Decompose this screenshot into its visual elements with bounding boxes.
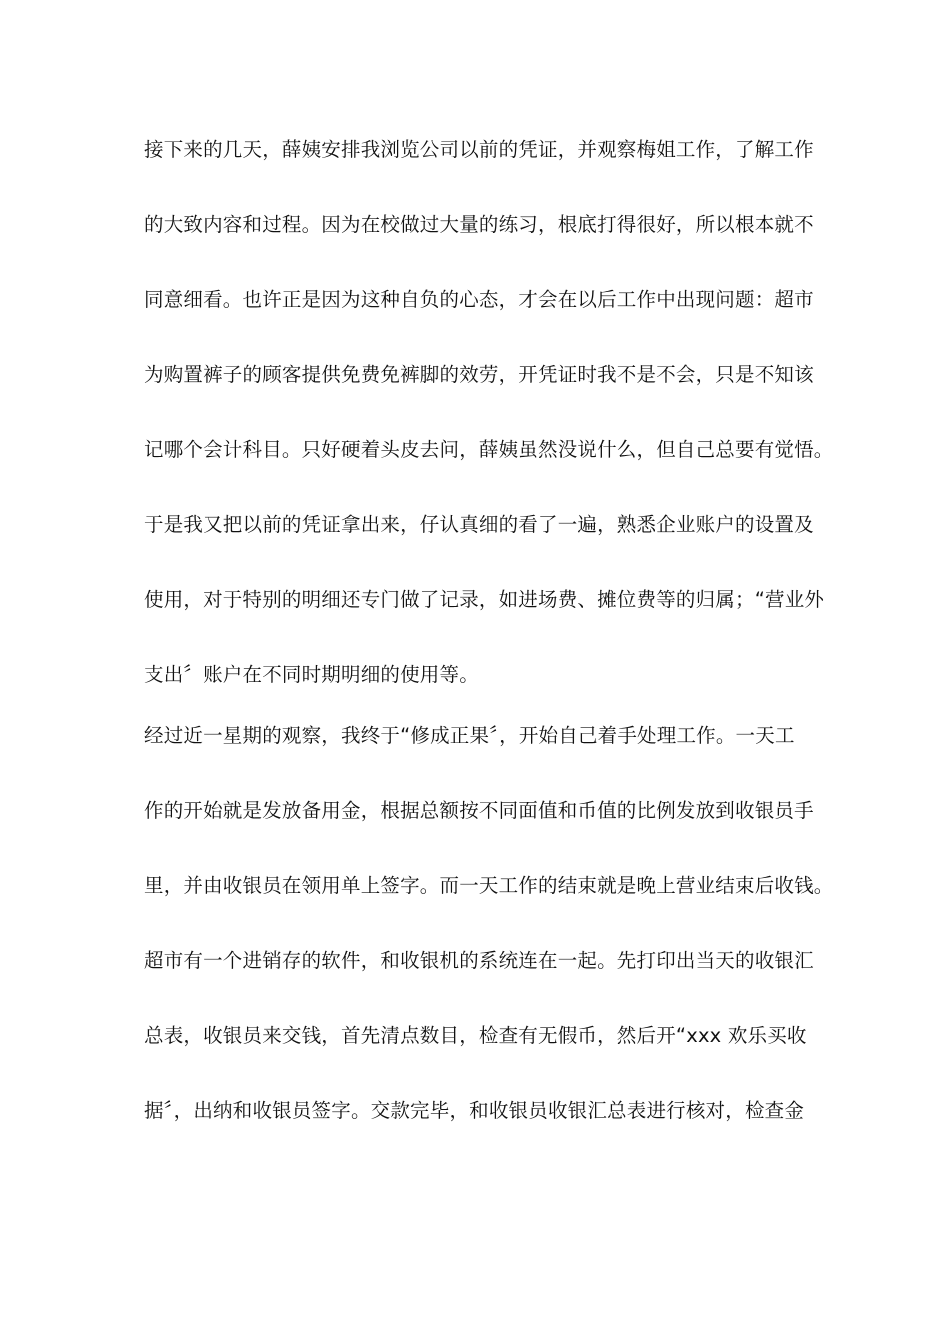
text-line: 使用，对于特别的明细还专门做了记录，如进场费、摊位费等的归属；“营业外 xyxy=(144,588,825,611)
text-line: 的大致内容和过程。因为在校做过大量的练习，根底打得很好，所以根本就不 xyxy=(144,213,814,236)
text-line: 记哪个会计科目。只好硬着头皮去问，薛姨虽然没说什么，但自己总要有觉悟。 xyxy=(144,438,834,461)
text-line: 里，并由收银员在领用单上签字。而一天工作的结束就是晚上营业结束后收钱。 xyxy=(144,874,834,897)
text-line: 总表，收银员来交钱，首先清点数目，检查有无假币，然后开“xxx 欢乐买收 xyxy=(144,1024,807,1047)
text-line: 支出〞账户在不同时期明细的使用等。 xyxy=(144,663,479,686)
text-line: 经过近一星期的观察，我终于“修成正果〞，开始自己着手处理工作。一天工 xyxy=(144,724,795,747)
text-line: 为购置裤子的顾客提供免费免裤脚的效劳，开凭证时我不是不会，只是不知该 xyxy=(144,363,814,386)
text-line: 超市有一个进销存的软件，和收银机的系统连在一起。先打印出当天的收银汇 xyxy=(144,949,814,972)
text-line: 同意细看。也许正是因为这种自负的心态，才会在以后工作中出现问题：超市 xyxy=(144,288,814,311)
text-line: 接下来的几天，薛姨安排我浏览公司以前的凭证，并观察梅姐工作，了解工作 xyxy=(144,138,814,161)
text-line: 据〞，出纳和收银员签字。交款完毕，和收银员收银汇总表进行核对，检查金 xyxy=(144,1099,805,1122)
text-line: 于是我又把以前的凭证拿出来，仔认真细的看了一遍，熟悉企业账户的设置及 xyxy=(144,513,814,536)
text-line: 作的开始就是发放备用金，根据总额按不同面值和币值的比例发放到收银员手 xyxy=(144,799,814,822)
